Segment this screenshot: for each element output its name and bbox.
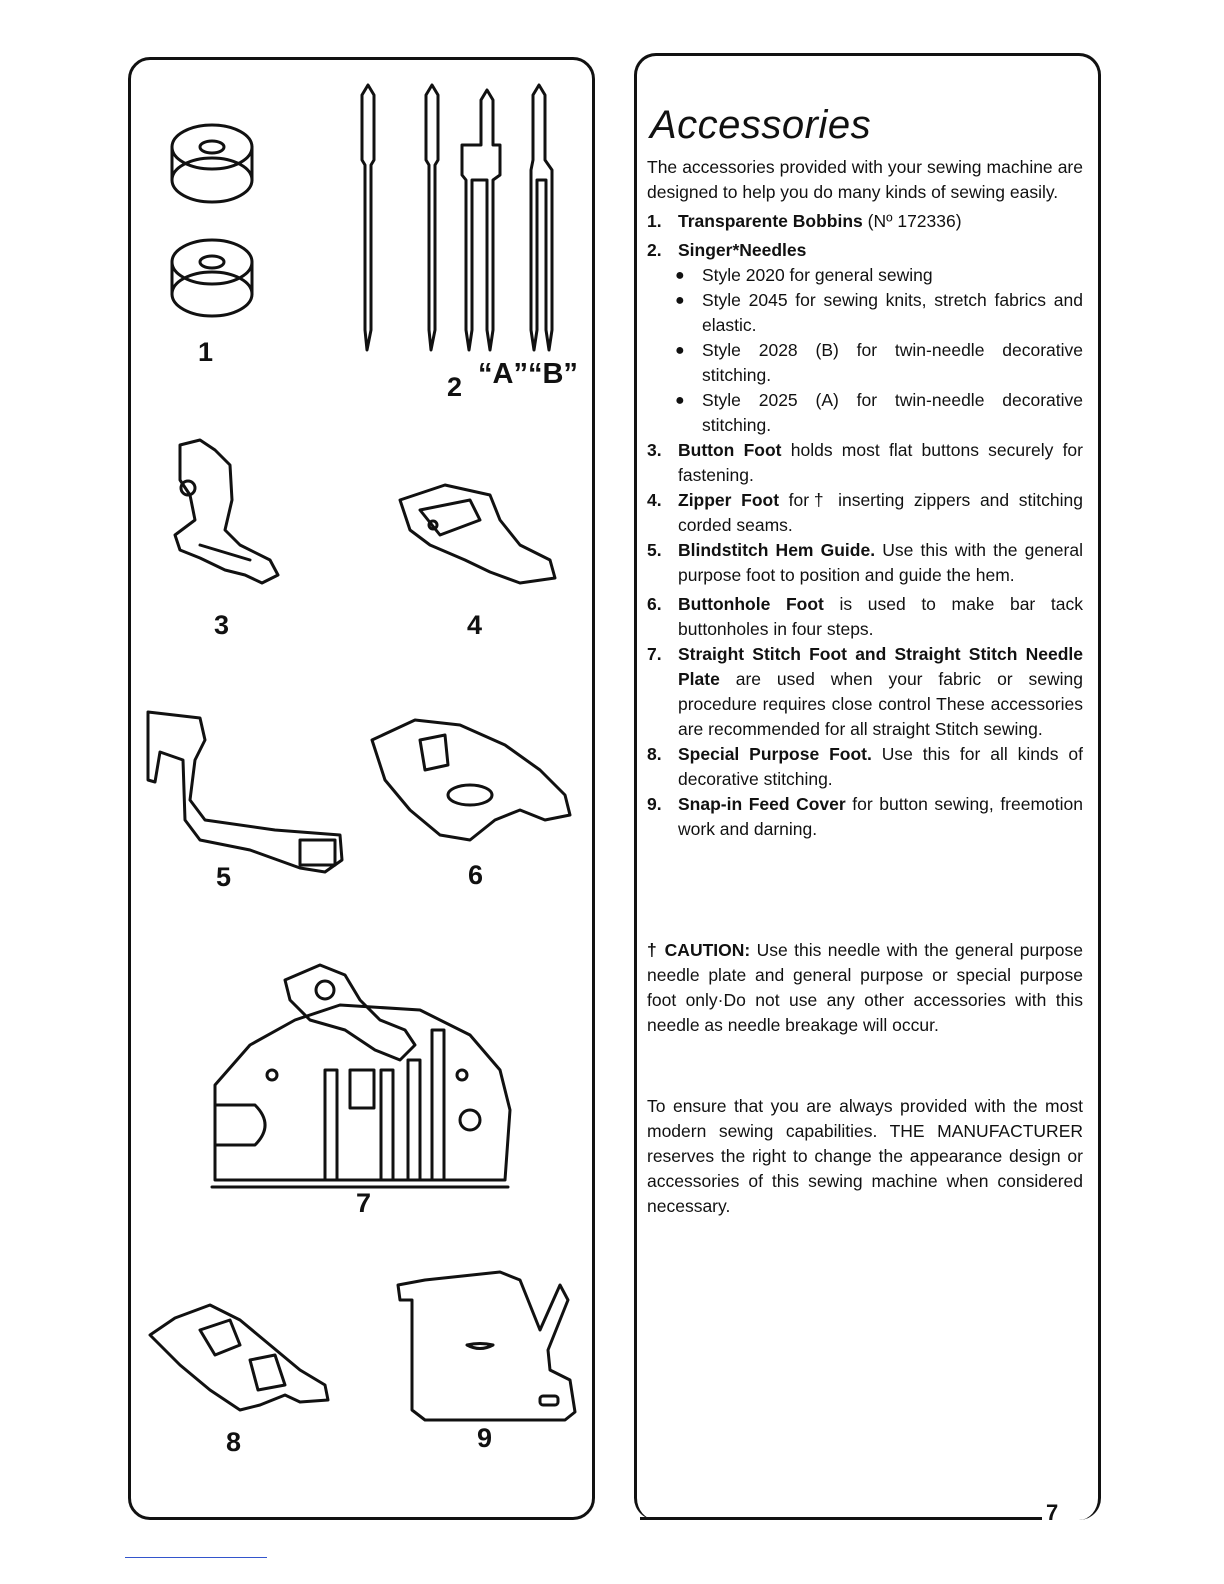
footer-rule bbox=[640, 1517, 1042, 1520]
needle-style-item: ● Style 2025 (A) for twin-needle decorative stitching. bbox=[647, 388, 1083, 438]
figure-label-6: 6 bbox=[468, 860, 484, 890]
hem-guide-illustration bbox=[148, 712, 342, 872]
figure-label-2: 2 bbox=[447, 372, 463, 402]
bullet-icon: ● bbox=[675, 392, 685, 409]
list-item: 1. Transparente Bobbins (Nº 172336) bbox=[647, 211, 962, 231]
feed-cover-illustration bbox=[398, 1272, 575, 1420]
buttonhole-foot-illustration bbox=[372, 720, 570, 840]
needle-ab-label: “A”“B” bbox=[478, 358, 578, 390]
bullet-icon: ● bbox=[675, 292, 685, 309]
divider bbox=[125, 1557, 267, 1558]
zipper-foot-illustration bbox=[400, 485, 555, 583]
button-foot-illustration bbox=[175, 440, 278, 583]
needle-style-item: ● Style 2020 for general sewing bbox=[647, 263, 1083, 288]
needle-style-item: ● Style 2045 for sewing knits, stretch fabrics and elastic. bbox=[647, 288, 1083, 338]
caution-paragraph bbox=[647, 938, 1083, 1038]
list-item: 2. Singer*Needles bbox=[647, 240, 807, 260]
list-item: 8. Special Purpose Foot. Use this for all kinds of decorative stitching. bbox=[647, 744, 1083, 789]
list-item: 7. Straight Stitch Foot and Straight Stitch Needle Plate are used when your fabric or sewing procedure requires close control These accessories are recommended for all straight Stitch sewing. bbox=[647, 644, 1083, 739]
page-title: Accessories bbox=[650, 102, 872, 147]
figure-label-9: 9 bbox=[477, 1423, 493, 1453]
needles-illustration bbox=[362, 85, 552, 350]
accessory-list bbox=[647, 155, 1083, 842]
needle-style-item: ● Style 2028 (B) for twin-needle decorative stitching. bbox=[647, 338, 1083, 388]
figure-label-3: 3 bbox=[214, 610, 230, 640]
figure-label-7: 7 bbox=[356, 1188, 372, 1218]
caution-label: † CAUTION: bbox=[647, 940, 751, 960]
caution-text: Use this needle with the general purpose needle plate and general purpose or special purpose foot only·Do not use any other accessories with this needle as needle breakage will occur. bbox=[647, 940, 1083, 1035]
bullet-icon: ● bbox=[675, 342, 685, 359]
bullet-icon: ● bbox=[675, 267, 685, 284]
straight-stitch-plate-illustration bbox=[212, 965, 510, 1187]
bobbin-illustration bbox=[172, 125, 252, 316]
page-number: 7 bbox=[1046, 1500, 1059, 1525]
list-item: 4. Zipper Foot for† inserting zippers and stitching corded seams. bbox=[647, 490, 1084, 535]
special-purpose-foot-illustration bbox=[150, 1305, 328, 1410]
notice-paragraph: To ensure that you are always provided with the most modern sewing capabilities. THE MANUFACTURER reserves the right to change the appearance design or accessories of this sewing machine when considered necessary. bbox=[647, 1096, 1083, 1216]
list-item: 5. Blindstitch Hem Guide. Use this with the general purpose foot to position and guide the hem. bbox=[647, 540, 1083, 585]
figure-label-8: 8 bbox=[226, 1427, 242, 1457]
list-item: 6. Buttonhole Foot is used to make bar tack buttonholes in four steps. bbox=[647, 594, 1083, 639]
figure-label-5: 5 bbox=[216, 862, 232, 892]
list-item: 9. Snap-in Feed Cover for button sewing, freemotion work and darning. bbox=[647, 794, 1084, 839]
list-item: 3. Button Foot holds most flat buttons securely for fastening. bbox=[647, 440, 1083, 485]
intro-paragraph: The accessories provided with your sewing machine are designed to help you do many kinds of sewing easily. bbox=[647, 157, 1083, 202]
figure-label-1: 1 bbox=[198, 337, 214, 367]
figure-label-4: 4 bbox=[467, 610, 483, 640]
